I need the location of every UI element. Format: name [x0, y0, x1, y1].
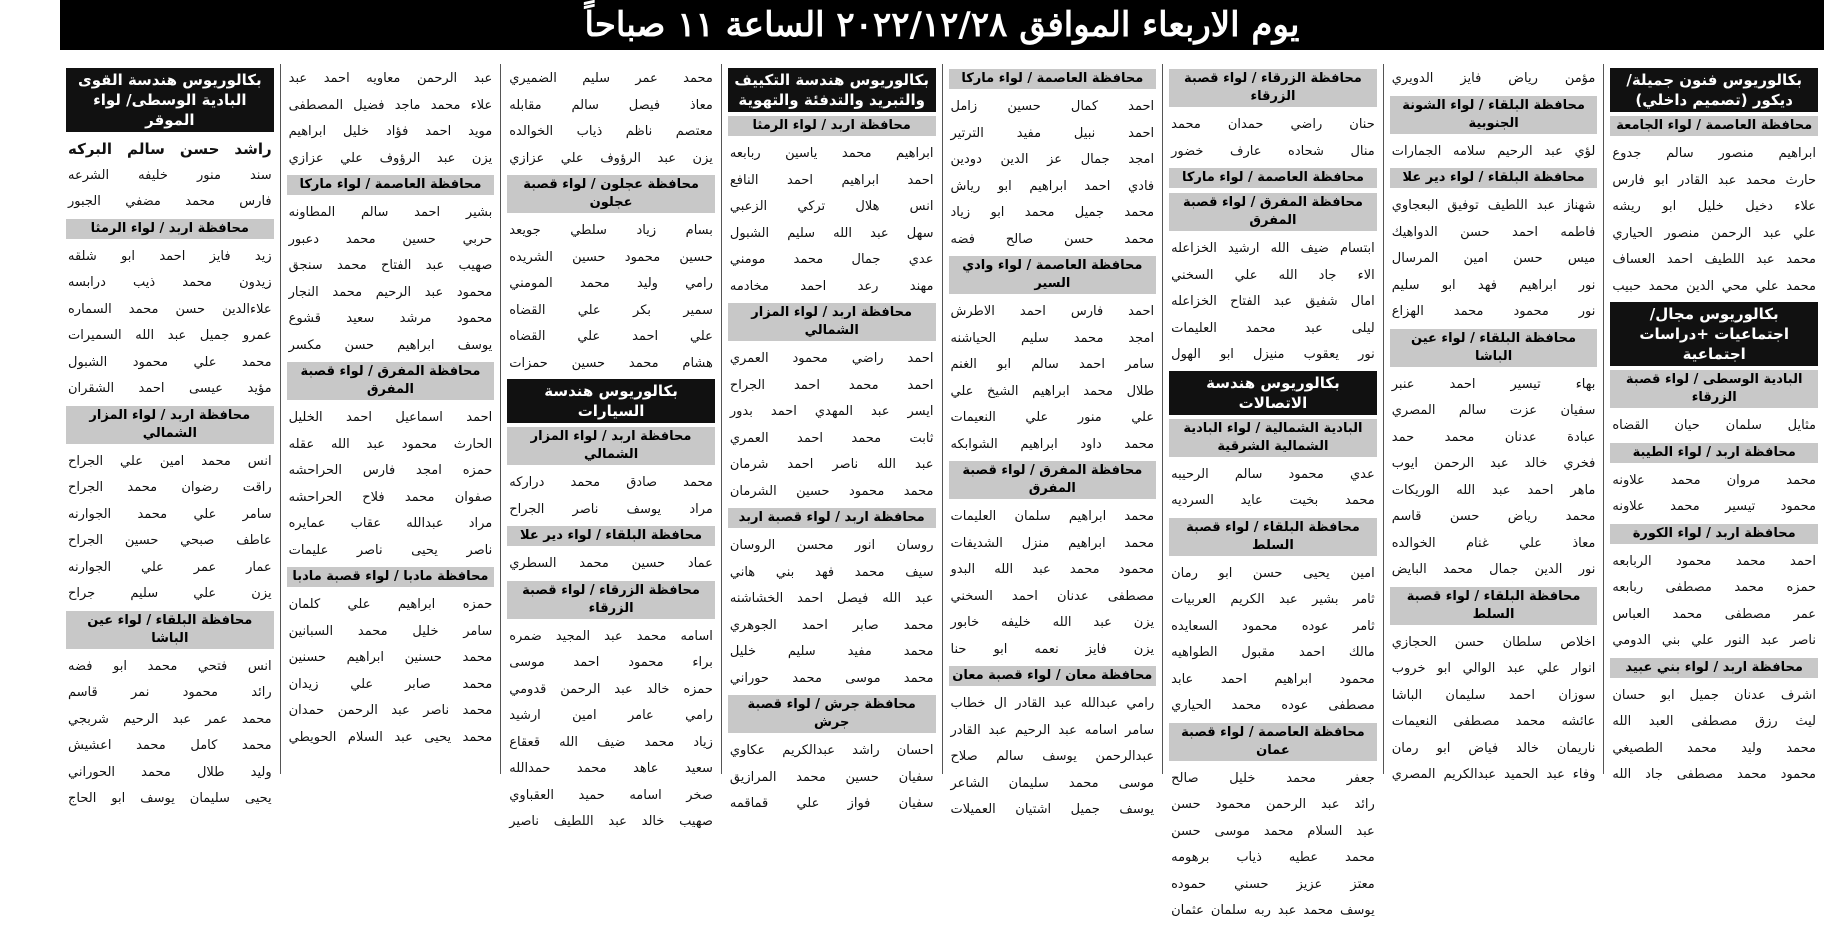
name-entry: يوسف جميل اشتيان العميلات [950, 802, 1155, 817]
name-entry: راشد حسن سالم البركه [68, 140, 272, 158]
region-heading: محافظة معان / لواء قصبة معان [949, 666, 1157, 686]
region-heading: محافظة اربد / لواء الرمثا [66, 219, 274, 239]
name-entry: ابتسام ضيف الله ارشيد الخزاعله [1171, 241, 1375, 256]
column-7 [280, 64, 501, 774]
region-heading: محافظة اربد / لواء المزار الشمالي [66, 406, 274, 444]
name-entry: راقت رضوان محمد الجراح [68, 480, 272, 495]
name-entry: شهناز عبد اللطيف توفيق البعجاوي [1391, 198, 1596, 213]
name-entry: محمد يحيى عبد السلام الحويطي [288, 729, 493, 745]
name-entry: فارس محمد مضفي الجبور [68, 194, 272, 209]
name-entry: عبد الله ناصر احمد شرمان [729, 457, 934, 472]
name-entry: احمد فارس احمد الاطرش [950, 304, 1155, 319]
name-entry: صخر اسامه حميد العقباوي [509, 787, 713, 803]
name-entry: امجد محمد سليم الحياشنه [950, 330, 1155, 346]
name-entry: محمد عطيه ذياب برهومه [1171, 850, 1375, 865]
name-entry: معتز عزيز حسني حموده [1171, 876, 1375, 892]
name-entry: الاء جاد الله علي السخني [1171, 267, 1375, 283]
name-entry: حمزه ابراهيم علي كلمان [288, 597, 493, 612]
name-entry: ليث رزق مصطفى العبد الله [1612, 714, 1816, 729]
name-entry: نور الدين جمال محمد البايض [1391, 562, 1596, 577]
degree-heading: بكالوريوس فنون جميلة/ ديكور (تصميم داخلي) [1610, 68, 1818, 112]
name-entry: اشرف عدنان جميل ابو حسان [1612, 687, 1816, 703]
region-heading: محافظة اربد / لواء المزار الشمالي [507, 427, 715, 465]
name-entry: يزن فايز نعمه ابو حنا [950, 641, 1155, 657]
degree-heading: بكالوريوس مجال/اجتماعيات +دراسات اجتماعية [1610, 302, 1818, 366]
name-entry: يزن عبد الله خليفه خابور [950, 615, 1155, 630]
name-entry: عماد حسين محمد السطري [509, 556, 713, 571]
region-heading: محافظة العاصمة / لواء الجامعة [1610, 116, 1818, 136]
region-heading: محافظة المفرق / لواء قصبة المفرق [1169, 193, 1377, 231]
name-entry: سامر اسامه عبد الرحيم عبد القادر [950, 722, 1155, 738]
degree-heading: بكالوريوس هندسة الاتصالات [1169, 371, 1377, 415]
name-entry: يوسف محمد عبد ربه سلمان عثمان [1171, 903, 1375, 918]
name-entry: ناريمان خالد فياض ابو رمان [1391, 740, 1596, 756]
name-entry: زياد محمد ضيف الله قعقاع [509, 734, 713, 750]
name-entry: لؤي عبد الرحيم سلامه الجمارات [1391, 143, 1596, 159]
name-entry: منال شحاده عارف خضور [1171, 143, 1375, 159]
name-entry: ثامر عوده محمود السعايده [1171, 618, 1375, 634]
region-heading: البادية الوسطى / لواء قصبة الزرقاء [1610, 370, 1818, 408]
name-entry: معاذ فيصل سالم مقابله [509, 97, 713, 113]
name-entry: حمزه محمد مصطفى ربابعه [1612, 580, 1816, 595]
name-entry: محمد عمر سليم الضميري [509, 71, 713, 86]
name-entry: عبد السلام محمد موسى حسن [1171, 823, 1375, 839]
name-entry: علي عبد الرحمن منصور الحياري [1612, 225, 1816, 241]
degree-heading: بكالوريوس هندسة السيارات [507, 379, 715, 423]
name-entry: حربي حسين محمد دعبور [288, 231, 493, 247]
name-entry: مراد عبدالله عقاب عمايره [288, 516, 493, 531]
name-entry: انوار علي عبد الوالي ابو خروب [1391, 661, 1596, 676]
name-entry: يزن عبد الرؤوف علي عزازي [288, 150, 493, 166]
region-heading: محافظة اربد / لواء بني عبيد [1610, 658, 1818, 678]
name-entry: محمد رياض حسن قاسم [1391, 509, 1596, 524]
region-heading: محافظة البلقاء / لواء عين الباشا [66, 611, 274, 649]
name-entry: محمد جميل محمد ابو زياد [950, 205, 1155, 220]
region-heading: محافظة المفرق / لواء قصبة المفرق [287, 362, 495, 400]
name-entry: عمار عمر علي الجوارنه [68, 559, 272, 575]
name-entry: محمود ابراهيم احمد عابد [1171, 671, 1375, 687]
column-2 [1383, 64, 1604, 782]
region-heading: محافظة اربد / لواء قصبة اربد [728, 508, 936, 528]
name-entry: محمد صابر علي زيدان [288, 676, 493, 692]
name-entry: يوسف ابراهيم حسن مكسر [288, 337, 493, 353]
name-entry: محمد صادق محمد دراركه [509, 475, 713, 490]
region-heading: محافظة العاصمة / لواء ماركا [287, 175, 495, 195]
name-entry: صفوان محمد فلاح الحراحشه [288, 489, 493, 505]
name-entry: مصطفى عوده محمد الحياري [1171, 698, 1375, 713]
column-8 [60, 64, 280, 806]
name-entry: نور محمود محمد الهزاع [1391, 304, 1596, 319]
name-entry: عدي جمال محمد مومني [729, 252, 934, 267]
name-entry: عدي محمود سالم الرحيبه [1171, 466, 1375, 482]
name-entry: عمرو جميل عبد الله السميرات [68, 328, 272, 343]
name-entry: يحيى سليمان يوسف ابو الحاج [68, 791, 272, 806]
column-5 [721, 64, 942, 811]
name-entry: محمد علي محمود الشبول [68, 354, 272, 370]
name-entry: احمد ابراهيم احمد النافع [729, 172, 934, 188]
name-entry: امجد جمال عز الدين دودين [950, 152, 1155, 167]
name-entry: روسان انور محسن الروسان [729, 538, 934, 553]
name-entry: موسى محمد سليمان الشاعر [950, 775, 1155, 791]
name-entry: عبدالرحمن يوسف سالم صلاح [950, 749, 1155, 764]
name-entry: احمد راضي محمود العمري [729, 351, 934, 366]
name-entry: عاطف صبحي حسين الجراح [68, 533, 272, 548]
name-entry: رامي عامر امين ارشيد [509, 708, 713, 723]
region-heading: محافظة العاصمة / لواء ماركا [1169, 168, 1377, 188]
region-heading: محافظة العاصمة / لواء قصبة عمان [1169, 723, 1377, 761]
name-entry: ثامر بشير عبد الكريم العربيات [1171, 592, 1375, 607]
name-entry: ابراهيم منصور سالم جدوع [1612, 146, 1816, 161]
name-entry: عبد الرحمن معاويه احمد عبد [288, 71, 493, 86]
name-entry: وليد طلال محمد الحوراني [68, 764, 272, 780]
name-entry: محمد ناصر عبد الرحمن حمدان [288, 703, 493, 718]
name-entry: سعيد عاهد محمد حمدالله [509, 761, 713, 776]
columns-container [60, 64, 1824, 918]
name-entry: عمر مصطفى محمد العباس [1612, 606, 1816, 622]
column-1 [1603, 64, 1824, 782]
name-entry: علاء محمد ماجد فضيل المصطفى [288, 97, 493, 113]
region-heading: محافظة الزرقاء / لواء قصبة الزرقاء [507, 581, 715, 619]
name-entry: محمد حسن صالح فضه [950, 231, 1155, 247]
name-entry: مؤمن رياض فايز الدويري [1391, 71, 1596, 86]
name-entry: ماهر احمد عبد الله الوريكات [1391, 482, 1596, 498]
name-entry: مؤيد عيسى احمد الشقران [68, 381, 272, 396]
name-entry: صهيب خالد عبد اللطيف ناصير [509, 814, 713, 829]
name-entry: عبد الله فيصل احمد الخشاشنه [729, 591, 934, 606]
name-entry: ناصر يحيى ناصر عليمات [288, 542, 493, 558]
name-entry: بهاء تيسير احمد عنبر [1391, 376, 1596, 392]
name-entry: محمد حسنين ابراهيم حسنين [288, 650, 493, 665]
name-entry: محمد محمود حسين الشرمان [729, 483, 934, 499]
name-entry: فاطمه احمد حسن الدواهيك [1391, 224, 1596, 240]
name-entry: محمود محمد عبد الله البدو [950, 562, 1155, 577]
name-entry: محمد عبد اللطيف احمد العساف [1612, 252, 1816, 267]
name-entry: طلال محمد ابراهيم الشيخ علي [950, 383, 1155, 399]
name-entry: محمد صابر احمد الجوهري [729, 617, 934, 633]
name-entry: امال شفيق عبد الفتاح الخزاعله [1171, 294, 1375, 309]
name-entry: انس فتحي محمد ابو فضه [68, 658, 272, 674]
name-entry: احمد محمد احمد الجراح [729, 377, 934, 393]
region-heading: محافظة اربد / لواء الكورة [1610, 524, 1818, 544]
region-heading: محافظة اربد / لواء الطيبة [1610, 443, 1818, 463]
region-heading: محافظة البلقاء / لواء الشونة الجنوبية [1390, 96, 1598, 134]
name-entry: حمزه خالد عبد الرحمن قدومي [509, 681, 713, 697]
name-entry: هشام محمد حسين حمزات [509, 355, 713, 371]
name-entry: محمود مرشد سعيد قشوع [288, 311, 493, 326]
name-entry: رائد محمود نمر قاسم [68, 685, 272, 700]
name-entry: زيد فايز احمد ابو شلقه [68, 248, 272, 264]
name-entry: عائشه محمد مصطفى النعيمات [1391, 714, 1596, 729]
region-heading: محافظة جرش / لواء قصبة جرش [728, 695, 936, 733]
name-entry: نور ابراهيم فهد ابو سليم [1391, 277, 1596, 293]
name-entry: سامر خليل محمد السبانين [288, 623, 493, 639]
region-heading: محافظة المفرق / لواء قصبة المفرق [949, 461, 1157, 499]
name-entry: انس محمد امين علي الجراح [68, 453, 272, 469]
name-entry: محمد بخيت عايد السرديه [1171, 493, 1375, 508]
page-title: يوم الاربعاء الموافق ٢٠٢٢/١٢/٢٨ الساعة ١١ صباحاً [60, 0, 1824, 50]
name-entry: ايسر عبد المهدي احمد بدور [729, 404, 934, 419]
name-entry: ثابت محمد احمد العمري [729, 430, 934, 446]
name-entry: بسام زياد سلطي جويعد [509, 223, 713, 238]
name-entry: مصطفى عدنان احمد السخني [950, 588, 1155, 604]
name-entry: علاء دخيل خليل ابو ريشه [1612, 199, 1816, 214]
name-entry: انس هلال تركي الزعبي [729, 199, 934, 214]
region-heading: محافظة اربد / لواء المزار الشمالي [728, 303, 936, 341]
name-entry: احسان راشد عبدالكريم عكاوي [729, 743, 934, 758]
name-entry: معتصم ناظم ذياب الخوالده [509, 124, 713, 139]
name-entry: يزن عبد الرؤوف علي عزازي [509, 150, 713, 166]
name-entry: محمد موسى محمد حوراني [729, 670, 934, 686]
name-entry: محمود محمد مصطفى جاد الله [1612, 767, 1816, 782]
name-entry: سوزان احمد سليمان الباشا [1391, 687, 1596, 703]
name-entry: حمزه امجد فارس الحراحشه [288, 463, 493, 478]
name-entry: بشير احمد سالم المطاونه [288, 205, 493, 220]
region-heading: محافظة البلقاء / لواء قصبة السلط [1390, 587, 1598, 625]
region-heading: محافظة البلقاء / لواء عين الباشا [1390, 329, 1598, 367]
name-entry: محمد وليد محمد الطصيغي [1612, 740, 1816, 756]
name-entry: رامي عبدالله عبد القادر ال خطاب [950, 696, 1155, 711]
column-6 [500, 64, 721, 829]
name-entry: سهل عبد الله سليم الشبول [729, 225, 934, 241]
name-entry: سامر احمد سالم ابو الغنم [950, 357, 1155, 372]
name-entry: فخري خالد عبد الرحمن ايوب [1391, 456, 1596, 471]
name-entry: مويد احمد فؤاد خليل ابراهيم [288, 124, 493, 139]
name-entry: ليلى عبد محمد العليمات [1171, 320, 1375, 336]
region-heading: محافظة البلقاء / لواء قصبة السلط [1169, 518, 1377, 556]
name-entry: احمد كمال حسين زامل [950, 99, 1155, 114]
region-heading: البادية الشمالية / لواء البادية الشمالية الشرقية [1169, 419, 1377, 457]
name-entry: محمد مفيد سليم خليل [729, 644, 934, 659]
name-entry: سيف محمد فهد بني هاني [729, 564, 934, 580]
name-entry: براء محمود احمد موسى [509, 655, 713, 670]
region-heading: محافظة مادبا / لواء قصبة مادبا [287, 567, 495, 587]
name-entry: الحارث محمود عبد الله عقله [288, 436, 493, 452]
name-entry: وفاء عبد الحميد عبدالكريم المصري [1391, 767, 1596, 782]
region-heading: محافظة العاصمة / لواء وادي السير [949, 256, 1157, 294]
region-heading: محافظة عجلون / لواء قصبة عجلون [507, 175, 715, 213]
name-entry: سفيان حسين محمد المرازيق [729, 769, 934, 785]
name-entry: جعفر محمد خليل صالح [1171, 770, 1375, 786]
name-entry: مثايل سلمان حيان القضاه [1612, 418, 1816, 433]
region-heading: محافظة البلقاء / لواء دير علا [1390, 168, 1598, 188]
name-entry: محمد ابراهيم سلمان العليمات [950, 509, 1155, 524]
name-entry: يزن علي سليم جراح [68, 586, 272, 601]
name-entry: امين يحيى حسن ابو رمان [1171, 565, 1375, 581]
name-entry: علاءالدين حسن محمد السماره [68, 301, 272, 317]
name-entry: محمد داود ابراهيم الشوابكه [950, 436, 1155, 452]
name-entry: فادي احمد ابراهيم ابو رياش [950, 178, 1155, 194]
name-entry: محمد مروان محمد علاونه [1612, 472, 1816, 488]
name-entry: معاذ علي غنام الخوالده [1391, 535, 1596, 551]
name-entry: نور يعقوب منيزل ابو الهول [1171, 347, 1375, 362]
name-entry: اسامه محمد عبد المجيد ضمره [509, 628, 713, 644]
name-entry: محمد ابراهيم منزل الشديفات [950, 535, 1155, 551]
name-entry: حارث محمد عبد القادر ابو فارس [1612, 172, 1816, 188]
name-entry: علي منور علي النعيمات [950, 410, 1155, 425]
name-entry: ناصر عبد النور علي بني الدومي [1612, 633, 1816, 648]
name-entry: حسين محمود حسين الشريده [509, 249, 713, 265]
column-3 [1162, 64, 1383, 918]
name-entry: احمد اسماعيل احمد الخليل [288, 410, 493, 425]
name-entry: ابراهيم محمد ياسين ربابعه [729, 146, 934, 161]
name-entry: مهند رعد احمد مخادمه [729, 278, 934, 294]
name-entry: محمد علي محي الدين محمد حبيب [1612, 278, 1816, 294]
region-heading: محافظة الزرقاء / لواء قصبة الزرقاء [1169, 69, 1377, 107]
degree-heading: بكالوريوس هندسة القوى البادية الوسطى/ لواء الموقر [66, 68, 274, 132]
degree-heading: بكالوريوس هندسة التكييف والتبريد والتدفئة والتهوية [728, 68, 936, 112]
name-entry: عبادة عدنان محمد حمد [1391, 429, 1596, 445]
name-entry: مراد يوسف ناصر الجراح [509, 501, 713, 517]
region-heading: محافظة العاصمة / لواء ماركا [949, 69, 1157, 89]
name-entry: سمير بكر علي القضاه [509, 302, 713, 318]
name-entry: سفيان عزت سالم المصري [1391, 403, 1596, 418]
name-entry: محمود تيسير محمد علاونه [1612, 499, 1816, 514]
name-entry: احمد نبيل مفيد الترتير [950, 125, 1155, 141]
region-heading: محافظة اربد / لواء الرمثا [728, 116, 936, 136]
name-entry: سامر علي محمد الجوارنه [68, 506, 272, 522]
name-entry: علي احمد علي القضاه [509, 329, 713, 344]
name-entry: سند منور خليفه الشرعه [68, 167, 272, 183]
name-entry: ميس حسن امين المرسال [1391, 251, 1596, 266]
name-entry: رامي وليد محمد المومني [509, 276, 713, 291]
name-entry: رائد عبد الرحمن محمود حسن [1171, 797, 1375, 812]
name-entry: محمود عبد الرحيم محمد النجار [288, 284, 493, 300]
name-entry: محمد عمر عبد الرحيم شربجي [68, 711, 272, 727]
column-4 [942, 64, 1163, 817]
region-heading: محافظة البلقاء / لواء دير علا [507, 526, 715, 546]
name-entry: احمد محمد محمود الربابعه [1612, 553, 1816, 569]
name-entry: سفيان فواز علي قماقمه [729, 796, 934, 811]
name-entry: اخلاص سلطان حسن الحجازي [1391, 634, 1596, 650]
name-entry: حنان راضي حمدان محمد [1171, 117, 1375, 132]
name-entry: زيدون محمد ذيب درابسه [68, 275, 272, 290]
name-entry: محمد كامل محمد اعشيش [68, 738, 272, 753]
name-entry: صهيب عبد الفتاح محمد سنجق [288, 258, 493, 273]
name-entry: مالك احمد مقبول الطواهيه [1171, 645, 1375, 660]
